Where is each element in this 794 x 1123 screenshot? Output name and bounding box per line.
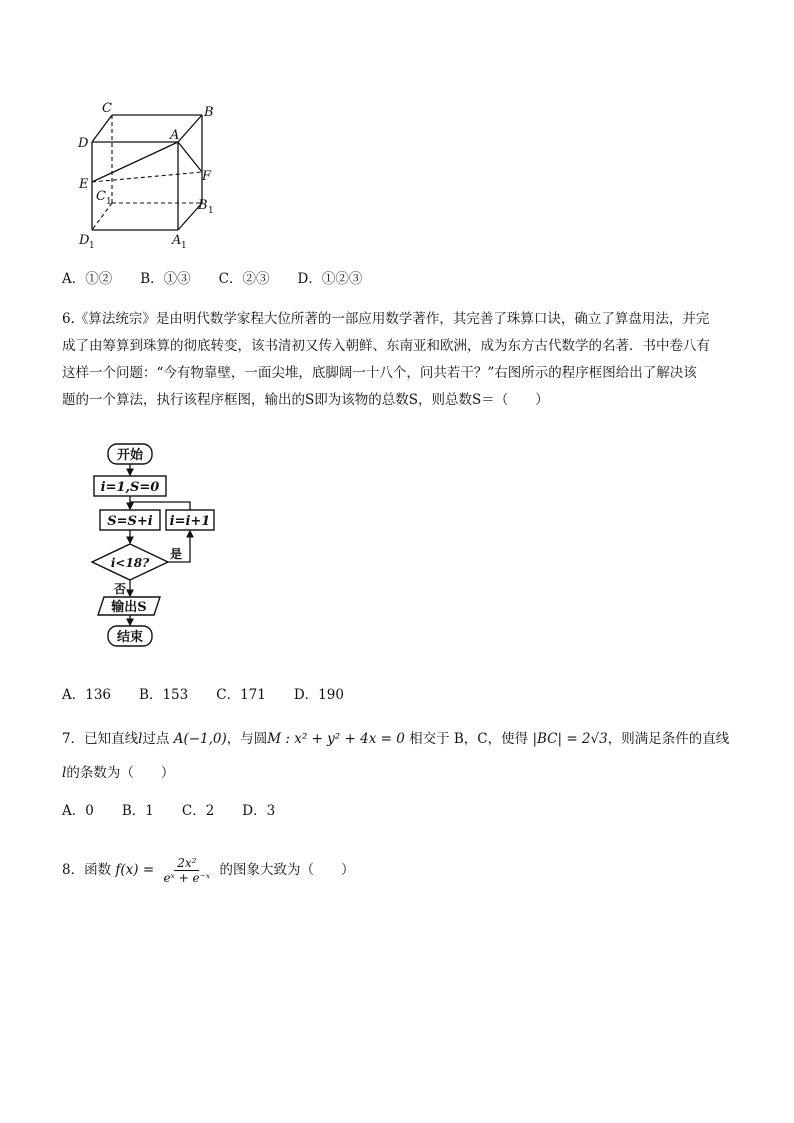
q6-option-b[interactable]: B．153	[139, 687, 189, 703]
cube-label-c1: C	[96, 189, 106, 204]
cube-label-a: A	[170, 128, 180, 143]
q8-prefix: 8．函数	[62, 862, 112, 878]
q7-options	[62, 800, 303, 822]
q5-option-d[interactable]: D．①②③	[297, 271, 363, 287]
q6-options	[62, 684, 372, 706]
q7-line-2	[62, 762, 174, 784]
cube-label-d1: D	[79, 233, 90, 248]
q7-text-f: 的条数为（ ）	[66, 765, 175, 781]
q7-chord: |BC| = 2√3	[532, 731, 608, 747]
flow-incr-text: i=i+1	[169, 514, 211, 529]
q6-option-c[interactable]: C．171	[216, 687, 266, 703]
cube-label-a1-sub: 1	[181, 241, 187, 250]
cube-label-b1-sub: 1	[208, 206, 214, 216]
flow-end-text: 结束	[116, 630, 144, 645]
q7-text-b: 过点	[142, 731, 170, 747]
q7-text-e: ，则满足条件的直线	[607, 731, 730, 747]
q5-option-a[interactable]: A．①②	[62, 271, 113, 287]
q8-line	[62, 850, 354, 890]
flow-cond-text: i<18?	[110, 556, 150, 570]
q7-line2-l: l	[62, 765, 67, 781]
q8-func: f(x) =	[115, 862, 155, 878]
cube-label-c: C	[102, 101, 112, 116]
q7-line-l: l	[138, 731, 143, 747]
cube-figure	[74, 100, 244, 250]
q7-text-c: ，与圆	[226, 731, 268, 747]
q6-stem	[62, 306, 734, 414]
flow-start-text: 开始	[116, 448, 144, 463]
cube-label-b: B	[204, 105, 214, 120]
q7-option-c[interactable]: C．2	[181, 803, 215, 819]
q6-line-4: 题的一个算法，执行该程序框图，输出的S即为该物的总数S，则总数S＝（ ）	[62, 392, 549, 408]
q8-suffix: 的图象大致为（ ）	[219, 862, 355, 878]
flow-output-text: 输出S	[111, 600, 147, 615]
flow-init-text: i=1,S=0	[100, 480, 160, 495]
q8-denominator: eˣ + e⁻ˣ	[163, 871, 211, 885]
cube-label-d1-sub: 1	[89, 241, 95, 250]
q7-text-d: 相交于 B，C，使得	[409, 731, 529, 747]
q6-line-1: 6.《算法统宗》是由明代数学家程大位所著的一部应用数学著作，其完善了珠算口诀，确立了算盘用法，并完	[62, 311, 710, 327]
q7-option-d[interactable]: D．3	[242, 803, 276, 819]
flowchart	[88, 436, 218, 654]
q8-numerator: 2x²	[174, 856, 199, 871]
flow-sum-text: S=S+i	[107, 514, 153, 529]
q7-point: A(−1,0)	[173, 731, 227, 747]
cube-label-b1: B	[198, 198, 208, 213]
q7-circle: M : x² + y² + 4x = 0	[267, 731, 405, 747]
cube-label-f: F	[202, 169, 212, 184]
q6-line-2: 成了由筹算到珠算的彻底转变，该书清初又传入朝鲜、东南亚和欧洲，成为东方古代数学的名著．书中卷八有	[62, 338, 710, 354]
q7-line-1	[62, 728, 729, 750]
cube-label-d: D	[78, 136, 89, 151]
flow-yes-text: 是	[169, 547, 183, 561]
q6-option-d[interactable]: D．190	[293, 687, 344, 703]
q7-text-a: 7．已知直线	[62, 731, 139, 747]
cube-label-e: E	[79, 177, 89, 192]
q5-options	[62, 268, 390, 290]
q5-option-b[interactable]: B．①③	[140, 271, 191, 287]
q7-option-a[interactable]: A．0	[62, 803, 94, 819]
flow-no-text: 否	[113, 582, 127, 596]
q6-option-a[interactable]: A．136	[62, 687, 112, 703]
q5-option-c[interactable]: C．②③	[218, 271, 270, 287]
q7-option-b[interactable]: B．1	[121, 803, 154, 819]
cube-label-c1-sub: 1	[106, 197, 112, 207]
q6-line-3: 这样一个问题：“今有物靠壁，一面尖堆，底脚阔一十八个，问共若干？”右图所示的程序框图给出了解决该	[62, 365, 697, 381]
cube-label-a1: A	[172, 233, 182, 248]
q8-fraction	[160, 856, 213, 885]
